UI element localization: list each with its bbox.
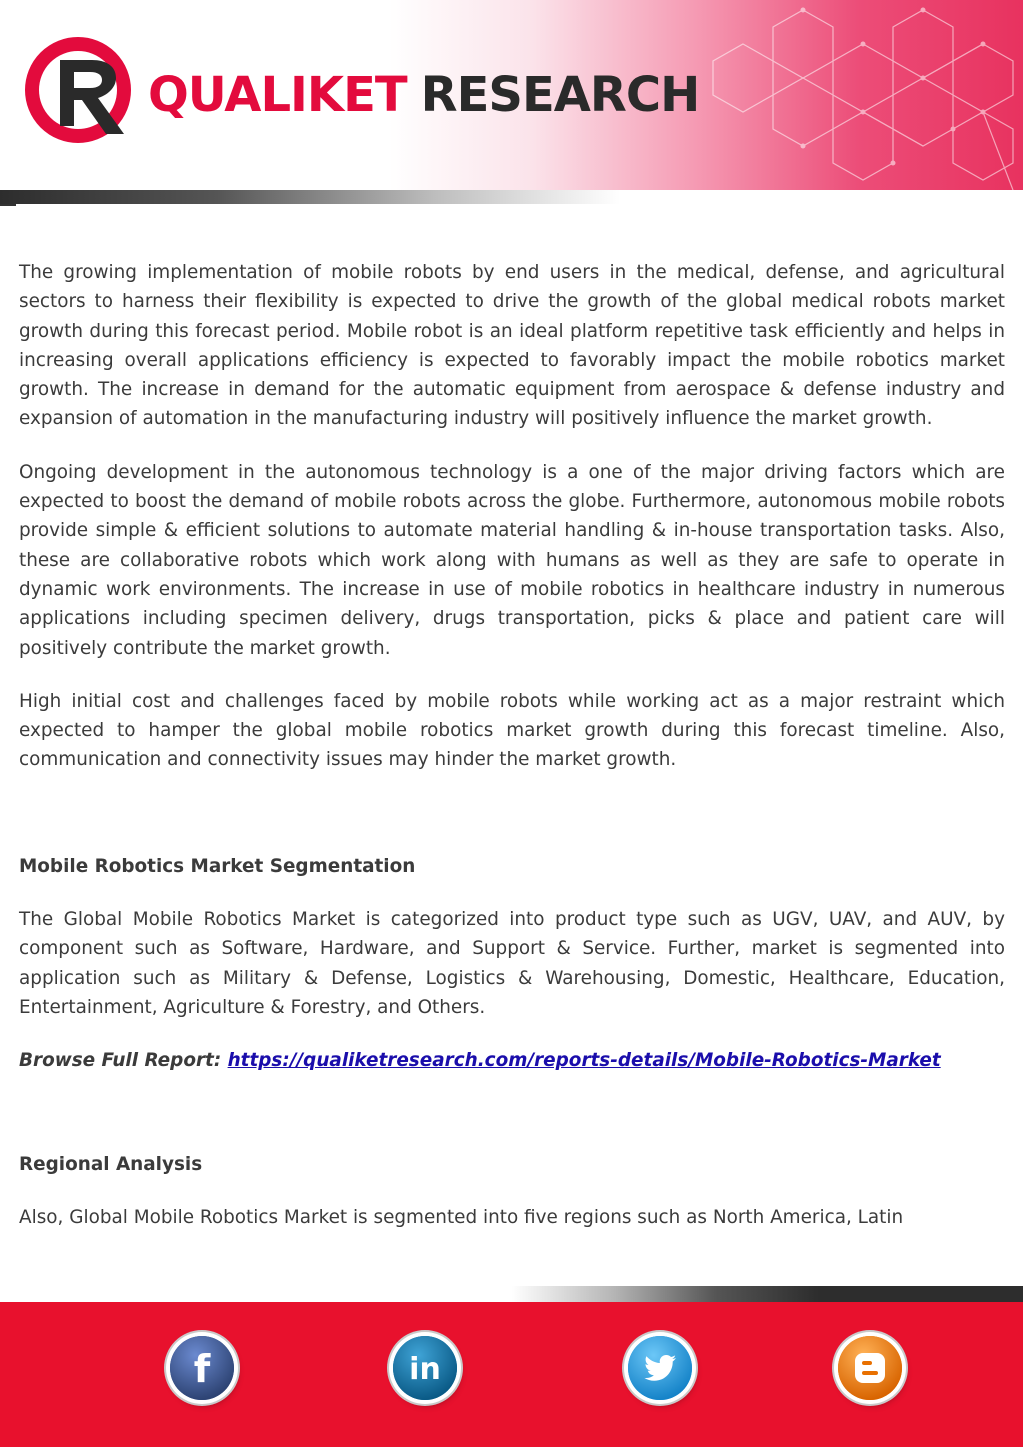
article-body (19, 258, 1005, 1256)
header-divider-nub (0, 204, 16, 206)
paragraph-restraints: High initial cost and challenges faced by mobile robots while working act as a major restraint which expected to hamper the global mobile robotics market growth during this forecast timeline. Also, communication and connectivity issues may hinder the market growth. (19, 690, 1005, 771)
paragraph-regional: Also, Global Mobile Robotics Market is segmented into five regions such as North America, Latin (19, 1206, 904, 1228)
logo-mark-icon (22, 34, 142, 146)
browse-label: Browse Full Report: (19, 1050, 228, 1072)
page-header (0, 0, 1023, 190)
browse-report-link[interactable]: https://qualiketresearch.com/reports-details/Mobile-Robotics-Market (227, 1050, 941, 1072)
heading-regional: Regional Analysis (19, 1153, 203, 1175)
linkedin-icon[interactable] (393, 1336, 457, 1400)
header-divider-bar (0, 190, 620, 204)
logo-word-research: RESEARCH (420, 67, 700, 123)
logo-word-qualiket: QUALIKET (148, 67, 407, 123)
browse-report-line (19, 1046, 1005, 1075)
heading-segmentation: Mobile Robotics Market Segmentation (19, 855, 416, 877)
linkedin-glyph: in (409, 1352, 441, 1387)
twitter-icon[interactable] (628, 1336, 692, 1400)
footer-divider-bar (0, 1286, 1023, 1302)
facebook-icon[interactable] (170, 1336, 234, 1400)
paragraph-intro: The growing implementation of mobile robots by end users in the medical, defense, and agricultural sectors to harness their flexibility is expected to drive the growth of the global medical robots market growth during this forecast period. Mobile robot is an ideal platform repetitive task efficiently and helps in increasing overall applications efficiency is expected to favorably impact the mobile robotics market growth. The increase in demand for the automatic equipment from aerospace & defense industry and expansion of automation in the manufacturing industry will positively influence the market growth. (19, 262, 1005, 430)
paragraph-segmentation: The Global Mobile Robotics Market is categorized into product type such as UGV, UAV, and AUV, by component such as Software, Hardware, and Support & Service. Further, market is segmented into application such as Military & Defense, Logistics & Warehousing, Domestic, Healthcare, Education, Entertainment, Agriculture & Forestry, and Others. (19, 909, 1005, 1018)
facebook-glyph: f (193, 1347, 211, 1391)
paragraph-drivers: Ongoing development in the autonomous technology is a one of the major driving factors which are expected to boost the demand of mobile robots across the globe. Furthermore, autonomous mobile robots provide simple & efficient solutions to automate material handling & in-house transportation tasks. Also, these are collaborative robots which work along with humans as well as they are safe to operate in dynamic work environments. The increase in use of mobile robotics in healthcare industry in numerous applications including specimen delivery, drugs transportation, picks & place and patient care will positively contribute the market growth. (19, 461, 1005, 659)
page-footer (0, 1286, 1023, 1447)
logo-wordmark (148, 60, 699, 130)
blogger-icon[interactable] (838, 1336, 902, 1400)
